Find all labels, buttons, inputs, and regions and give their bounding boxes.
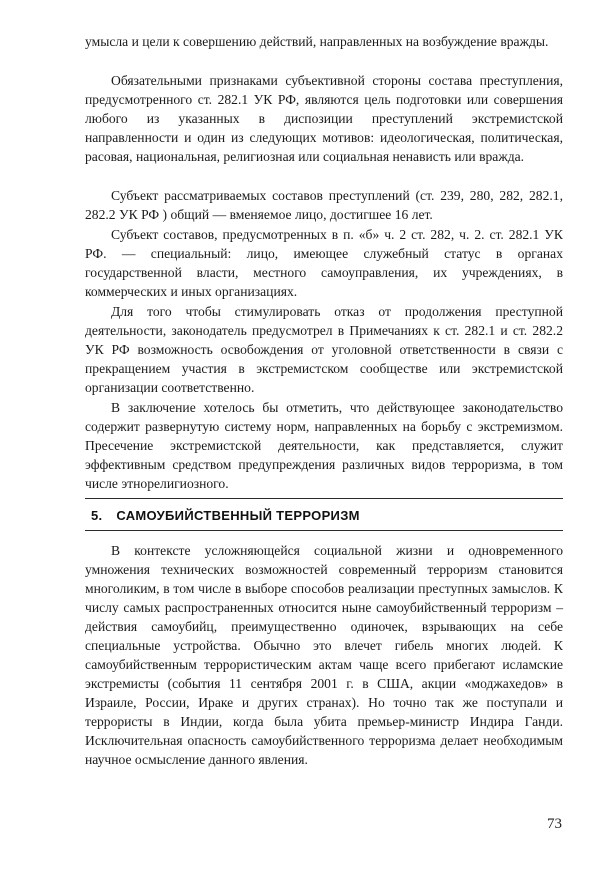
section-rule-bottom: [85, 530, 563, 531]
paragraph-general-subject: Субъект рассматриваемых составов преступлений (ст. 239, 280, 282, 282.1, 282.2 УК РФ ) общий — вменяемое лицо, достигшее 16 лет.: [85, 188, 563, 222]
paragraph-continuation: умысла и цели к совершению действий, направленных на возбуждение вражды.: [85, 34, 549, 49]
section-heading: [91, 508, 360, 523]
paragraph-exemption: Для того чтобы стимулировать отказ от продолжения преступной деятельности, законодатель предусмотрел в Примечаниях к ст. 282.1 и ст. 282.2 УК РФ возможность освобождения от уголовной ответственности в связи с прекращением участия в экстремистском сообществе или экстремистской организации соответственно.: [85, 304, 563, 395]
section-number: 5.: [91, 508, 103, 523]
page-number: 73: [547, 816, 562, 832]
paragraph-suicide-terrorism: В контексте усложняющейся социальной жизни и одновременного умножения технических возможностей современный терроризм становится многоликим, в том числе в выборе способов реализации преступных замыслов. К числу самых распространенных относится ныне самоубийственный терроризм – действия самоубийц, преимущественно одиночек, взрывающих на себе специальные устройства. Обычно это влечет гибель многих людей. К самоубийственным террористическим актам чаще всего прибегают исламские экстремисты (события 11 сентября 2001 г. в США, акции «моджахедов» в Израиле, России, Ираке и других странах). Но точно так же поступали и террористы в Индии, когда была убита премьер-министр Индира Ганди. Исключительная опасность самоубийственного терроризма делает необходимым научное осмысление данного явления.: [85, 543, 563, 767]
paragraph-subjective-side: Обязательными признаками субъективной стороны состава преступления, предусмотренного ст. 282.1 УК РФ, являются цель подготовки или совершения любого из указанных в диспозиции преступлений экстремистской направленности и один из следующих мотивов: идеологическая, политическая, расовая, национальная, религиозная или социальная ненависть или вражда.: [85, 73, 563, 164]
section-rule-top: [85, 498, 563, 499]
paragraph-conclusion: В заключение хотелось бы отметить, что действующее законодательство содержит развернутую систему норм, направленных на борьбу с экстремизмом. Пресечение экстремистской деятельности, как представляется, служит эффективным средством предупреждения различных видов терроризма, в том числе этнорелигиозного.: [85, 400, 563, 491]
paragraph-special-subject: Субъект составов, предусмотренных в п. «б» ч. 2 ст. 282, ч. 2. ст. 282.1 УК РФ. — специальный: лицо, имеющее служебный статус в органах государственной власти, местного самоуправления, их учреждениях, в коммерческих и иных организациях.: [85, 227, 563, 299]
section-title: САМОУБИЙСТВЕННЫЙ ТЕРРОРИЗМ: [116, 508, 360, 523]
